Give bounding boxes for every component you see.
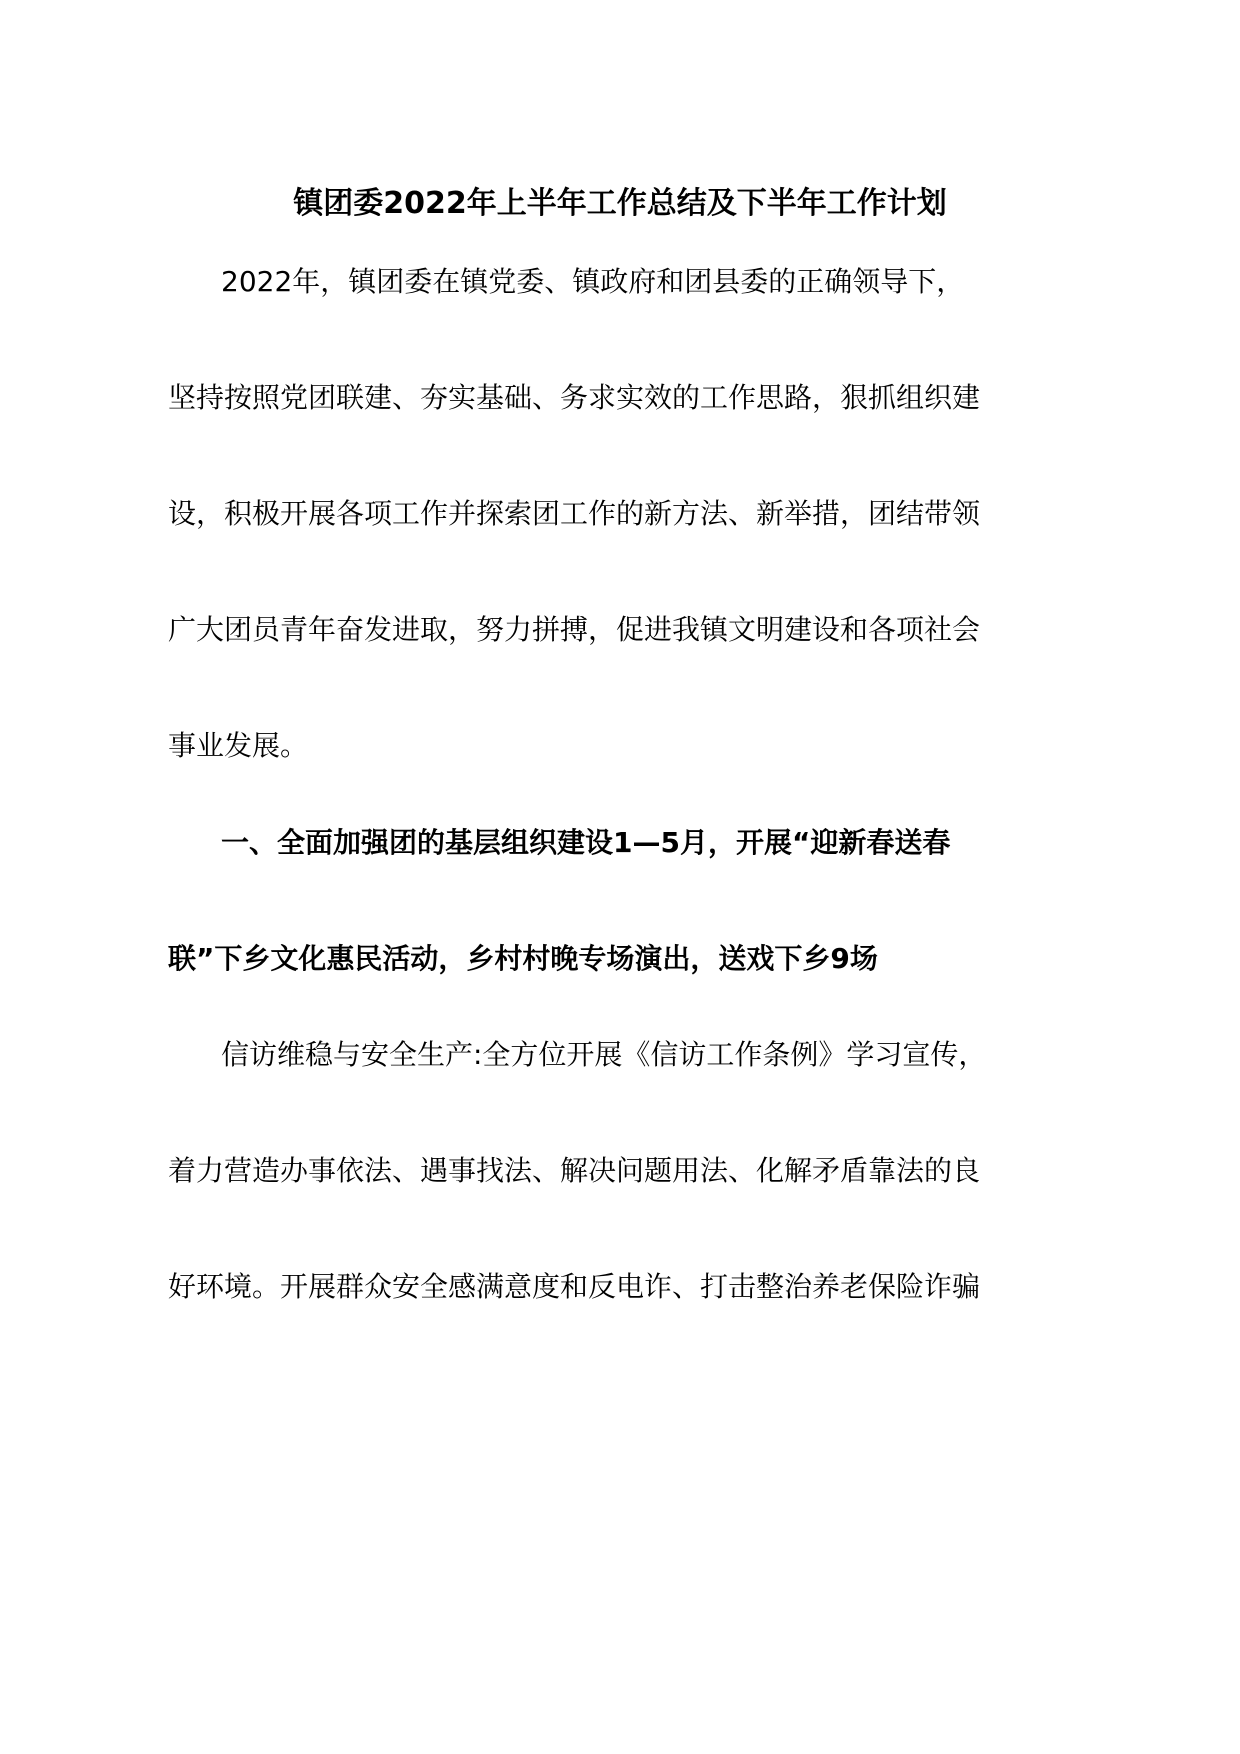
paragraph-3-line-3: 好环境。开展群众安全感满意度和反电诈、打击整治养老保险诈骗 <box>168 1270 981 1303</box>
document-title: 镇团委2022年上半年工作总结及下半年工作计划 <box>293 186 947 221</box>
paragraph-3-line-1: 信访维稳与安全生产:全方位开展《信访工作条例》学习宣传， <box>221 1038 987 1071</box>
paragraph-1-line-5: 事业发展。 <box>168 729 309 762</box>
paragraph-3-line-2: 着力营造办事依法、遇事找法、解决问题用法、化解矛盾靠法的良 <box>168 1154 981 1187</box>
paragraph-1-line-2: 坚持按照党团联建、夯实基础、务求实效的工作思路，狠抓组织建 <box>168 381 981 414</box>
paragraph-1-line-4: 广大团员青年奋发进取，努力拼搏，促进我镇文明建设和各项社会 <box>168 613 981 646</box>
paragraph-1-line-3: 设，积极开展各项工作并探索团工作的新方法、新举措，团结带领 <box>168 497 981 530</box>
paragraph-1-line-1: 2022年，镇团委在镇党委、镇政府和团县委的正确领导下， <box>221 265 965 298</box>
section-heading-line-2: 联”下乡文化惠民活动，乡村村晚专场演出，送戏下乡9场 <box>168 942 878 975</box>
section-heading-line-1: 一、全面加强团的基层组织建设1—5月，开展“迎新春送春 <box>221 826 951 859</box>
